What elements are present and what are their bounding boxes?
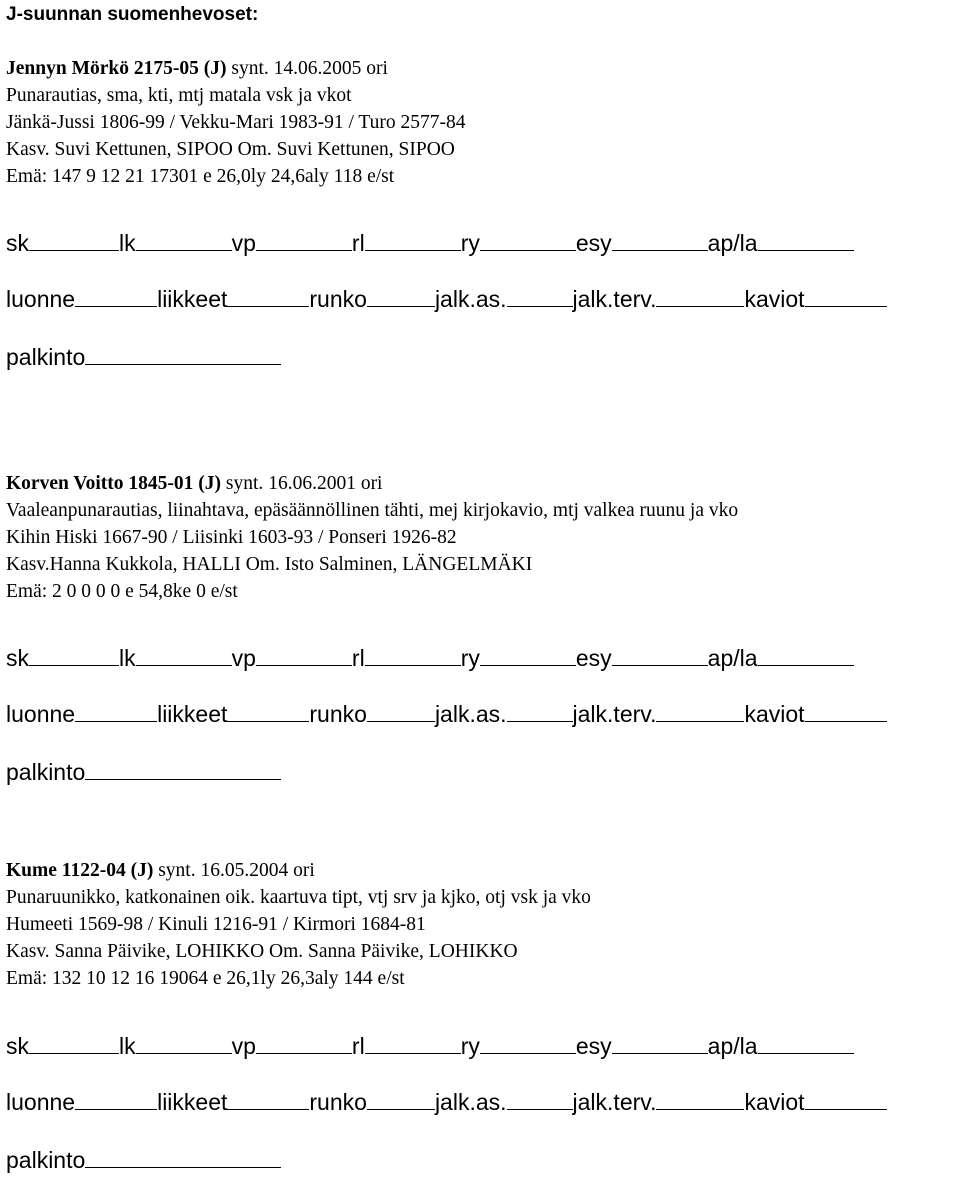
field-label: luonne [6,286,76,312]
field-label: vp [231,1033,256,1059]
field-label: palkinto [6,1147,86,1173]
horse-reg: 2175-05 [133,58,199,79]
horse-breeder-owner: Kasv. Suvi Kettunen, SIPOO Om. Suvi Kettunen, SIPOO [6,139,455,160]
field-blank[interactable] [656,1087,744,1110]
horse-name: Kume [6,860,57,881]
field-blank[interactable] [85,757,281,780]
horse-dam-record: Emä: 147 9 12 21 17301 e 26,0ly 24,6aly 118 e/st [6,166,395,187]
horse-title-line [6,470,956,497]
field-blank[interactable] [805,1087,887,1110]
horse-entry [6,55,956,370]
field-blank[interactable] [29,1031,119,1054]
field-label: luonne [6,1089,76,1115]
field-label: sk [6,1033,29,1059]
field-label: ap/la [707,645,758,671]
horse-entry [6,470,956,785]
horse-breeder-owner: Kasv. Sanna Päivike, LOHIKKO Om. Sanna Päivike, LOHIKKO [6,941,518,962]
field-label: lk [119,1033,136,1059]
field-label: lk [119,230,136,256]
field-blank[interactable] [365,228,461,251]
field-blank[interactable] [367,1087,435,1110]
field-blank[interactable] [365,643,461,666]
field-label: runko [309,286,367,312]
horse-reg: 1122-04 [61,860,126,881]
field-blank[interactable] [367,284,435,307]
field-blank[interactable] [227,284,309,307]
field-label: runko [309,1089,367,1115]
field-blank[interactable] [480,643,576,666]
horse-dam-record: Emä: 132 10 12 16 19064 e 26,1ly 26,3aly 144 e/st [6,968,405,989]
horse-title-line [6,857,956,884]
field-label: ry [460,645,480,671]
horse-breeder-owner: Kasv.Hanna Kukkola, HALLI Om. Isto Salminen, LÄNGELMÄKI [6,554,533,575]
field-blank[interactable] [507,284,573,307]
horse-reg: 1845-01 [128,473,194,494]
field-label: sk [6,230,29,256]
field-blank[interactable] [656,284,744,307]
horse-born: 16.05.2004 [200,860,289,881]
field-blank[interactable] [75,699,157,722]
field-label: jalk.terv. [572,1089,657,1115]
field-label: kaviot [744,701,805,727]
horse-sex: ori [366,58,388,79]
horse-breed: (J) [130,860,154,881]
horse-pedigree: Jänkä-Jussi 1806-99 / Vekku-Mari 1983-91 / Turo 2577-84 [6,112,466,133]
field-blank[interactable] [367,699,435,722]
field-blank[interactable] [256,1031,352,1054]
score-row-2 [6,1087,887,1116]
field-blank[interactable] [612,228,708,251]
horse-sex: ori [293,860,315,881]
field-label: rl [351,230,365,256]
field-label: jalk.as. [434,701,507,727]
score-row-3 [6,1145,281,1174]
field-blank[interactable] [758,643,854,666]
field-blank[interactable] [365,1031,461,1054]
field-blank[interactable] [256,643,352,666]
horse-pedigree: Humeeti 1569-98 / Kinuli 1216-91 / Kirmori 1684-81 [6,914,426,935]
field-label: liikkeet [157,701,228,727]
field-label: palkinto [6,759,86,785]
field-blank[interactable] [136,643,232,666]
field-label: esy [575,230,612,256]
score-row-2 [6,284,887,313]
horse-born: 14.06.2005 [273,58,362,79]
field-blank[interactable] [136,1031,232,1054]
field-label: rl [351,1033,365,1059]
field-blank[interactable] [612,643,708,666]
field-label: vp [231,230,256,256]
field-label: luonne [6,701,76,727]
field-label: rl [351,645,365,671]
horse-dam-record: Emä: 2 0 0 0 0 e 54,8ke 0 e/st [6,581,238,602]
field-blank[interactable] [29,228,119,251]
field-label: jalk.as. [434,286,507,312]
field-blank[interactable] [227,1087,309,1110]
field-label: liikkeet [157,286,228,312]
horse-color: Punaruunikko, katkonainen oik. kaartuva tipt, vtj srv ja kjko, otj vsk ja vko [6,887,591,908]
field-blank[interactable] [758,1031,854,1054]
field-blank[interactable] [758,228,854,251]
horse-title-line [6,55,956,82]
field-blank[interactable] [75,1087,157,1110]
field-label: ap/la [707,1033,758,1059]
field-label: runko [309,701,367,727]
horse-entry [6,857,956,1173]
page-heading: J-suunnan suomenhevoset: [6,4,259,25]
field-label: ry [460,230,480,256]
horse-born: 16.06.2001 [268,473,356,494]
field-blank[interactable] [507,1087,573,1110]
field-blank[interactable] [507,699,573,722]
field-label: kaviot [744,1089,805,1115]
field-blank[interactable] [480,1031,576,1054]
horse-breed: (J) [203,58,227,79]
field-blank[interactable] [805,699,887,722]
field-label: kaviot [744,286,805,312]
field-blank[interactable] [136,228,232,251]
horse-color: Vaaleanpunarautias, liinahtava, epäsäännöllinen tähti, mej kirjokavio, mtj valkea ruunu ja vko [6,500,739,521]
field-label: liikkeet [157,1089,228,1115]
born-label: synt. [225,473,264,494]
horse-sex: ori [360,473,383,494]
horse-breed: (J) [198,473,222,494]
field-label: vp [231,645,256,671]
field-label: sk [6,645,29,671]
field-label: jalk.terv. [572,701,657,727]
score-row-1 [6,1031,854,1060]
score-row-1 [6,643,854,672]
horse-color: Punarautias, sma, kti, mtj matala vsk ja vkot [6,85,352,106]
field-blank[interactable] [612,1031,708,1054]
field-label: palkinto [6,344,86,370]
score-row-2 [6,699,887,728]
field-label: lk [119,645,136,671]
field-blank[interactable] [805,284,887,307]
field-blank[interactable] [85,342,281,365]
field-blank[interactable] [256,228,352,251]
score-row-3 [6,757,281,786]
field-blank[interactable] [29,643,119,666]
born-label: synt. [158,860,196,881]
score-row-1 [6,228,854,257]
field-blank[interactable] [85,1145,281,1168]
field-label: jalk.terv. [572,286,657,312]
born-label: synt. [231,58,269,79]
score-row-3 [6,342,281,371]
field-label: esy [575,1033,612,1059]
field-blank[interactable] [75,284,157,307]
field-blank[interactable] [656,699,744,722]
horse-name: Korven Voitto [6,473,124,494]
horse-pedigree: Kihin Hiski 1667-90 / Liisinki 1603-93 / Ponseri 1926-82 [6,527,457,548]
field-blank[interactable] [227,699,309,722]
field-label: esy [575,645,612,671]
field-label: ry [460,1033,480,1059]
field-blank[interactable] [480,228,576,251]
field-label: jalk.as. [434,1089,507,1115]
horse-name: Jennyn Mörkö [6,58,129,79]
field-label: ap/la [707,230,758,256]
